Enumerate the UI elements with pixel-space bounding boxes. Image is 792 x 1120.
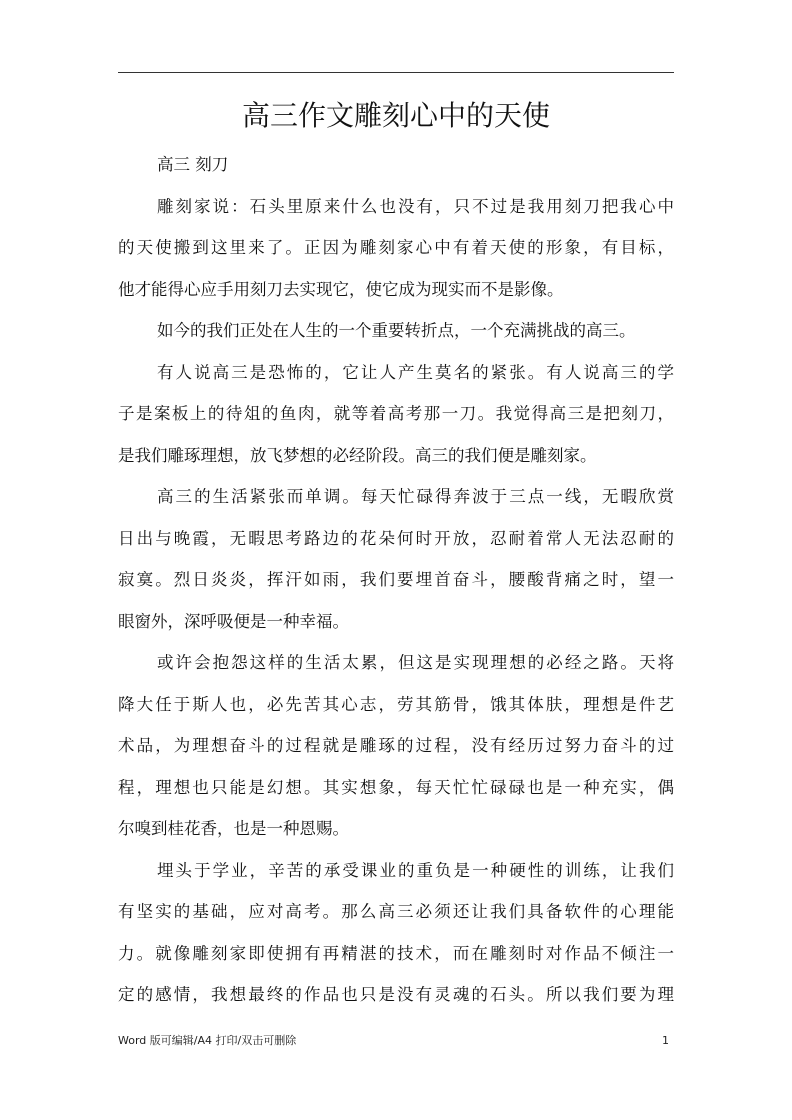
footer-note: Word 版可编辑/A4 打印/双击可删除 (118, 1034, 297, 1047)
text-line: 寂寞。烈日炎炎，挥汗如雨，我们要埋首奋斗，腰酸背痛之时，望一 (118, 570, 674, 589)
text-line: 或许会抱怨这样的生活太累，但这是实现理想的必经之路。天将 (157, 653, 674, 672)
page-title: 高三作文雕刻心中的天使 (241, 99, 550, 132)
text-line: 的天使搬到这里来了。正因为雕刻家心中有着天使的形象，有目标， (118, 238, 674, 257)
text-line: 力。就像雕刻家即使拥有再精湛的技术，而在雕刻时对作品不倾注一 (118, 943, 674, 963)
page-number: 1 (662, 1034, 669, 1047)
text-line: 有坚实的基础，应对高考。那么高三必须还让我们具备软件的心理能 (118, 902, 674, 921)
text-line: 定的感情，我想最终的作品也只是没有灵魂的石头。所以我们要为理 (118, 985, 674, 1004)
text-line: 尔嗅到桂花香，也是一种恩赐。 (118, 819, 349, 838)
text-line: 眼窗外，深呼吸便是一种幸福。 (118, 611, 349, 631)
text-line: 程，理想也只能是幻想。其实想象，每天忙忙碌碌也是一种充实，偶 (118, 777, 674, 797)
text-line: 日出与晚霞，无暇思考路边的花朵何时开放，忍耐着常人无法忍耐的 (118, 528, 674, 548)
text-line: 高三的生活紧张而单调。每天忙碌得奔波于三点一线，无暇欣赏 (157, 487, 674, 506)
header-rule (118, 72, 674, 73)
text-line: 他才能得心应手用刻刀去实现它，使它成为现实而不是影像。 (118, 279, 564, 299)
text-line: 如今的我们正处在人生的一个重要转折点，一个充满挑战的高三。 (157, 321, 636, 340)
text-line: 高三 刻刀 (157, 155, 229, 174)
text-line: 降大任于斯人也，必先苦其心志，劳其筋骨，饿其体肤，理想是件艺 (118, 694, 674, 714)
text-line: 埋头于学业，辛苦的承受课业的重负是一种硬性的训练，让我们 (157, 860, 674, 880)
text-line: 子是案板上的待俎的鱼肉，就等着高考那一刀。我觉得高三是把刻刀， (118, 404, 674, 423)
text-line: 有人说高三是恐怖的，它让人产生莫名的紧张。有人说高三的学 (157, 362, 674, 382)
text-line: 是我们雕琢理想，放飞梦想的必经阶段。高三的我们便是雕刻家。 (118, 445, 597, 465)
document-body (118, 144, 674, 1016)
text-line: 雕刻家说：石头里原来什么也没有，只不过是我用刻刀把我心中 (157, 196, 674, 216)
text-line: 术品，为理想奋斗的过程就是雕琢的过程，没有经历过努力奋斗的过 (118, 736, 674, 755)
